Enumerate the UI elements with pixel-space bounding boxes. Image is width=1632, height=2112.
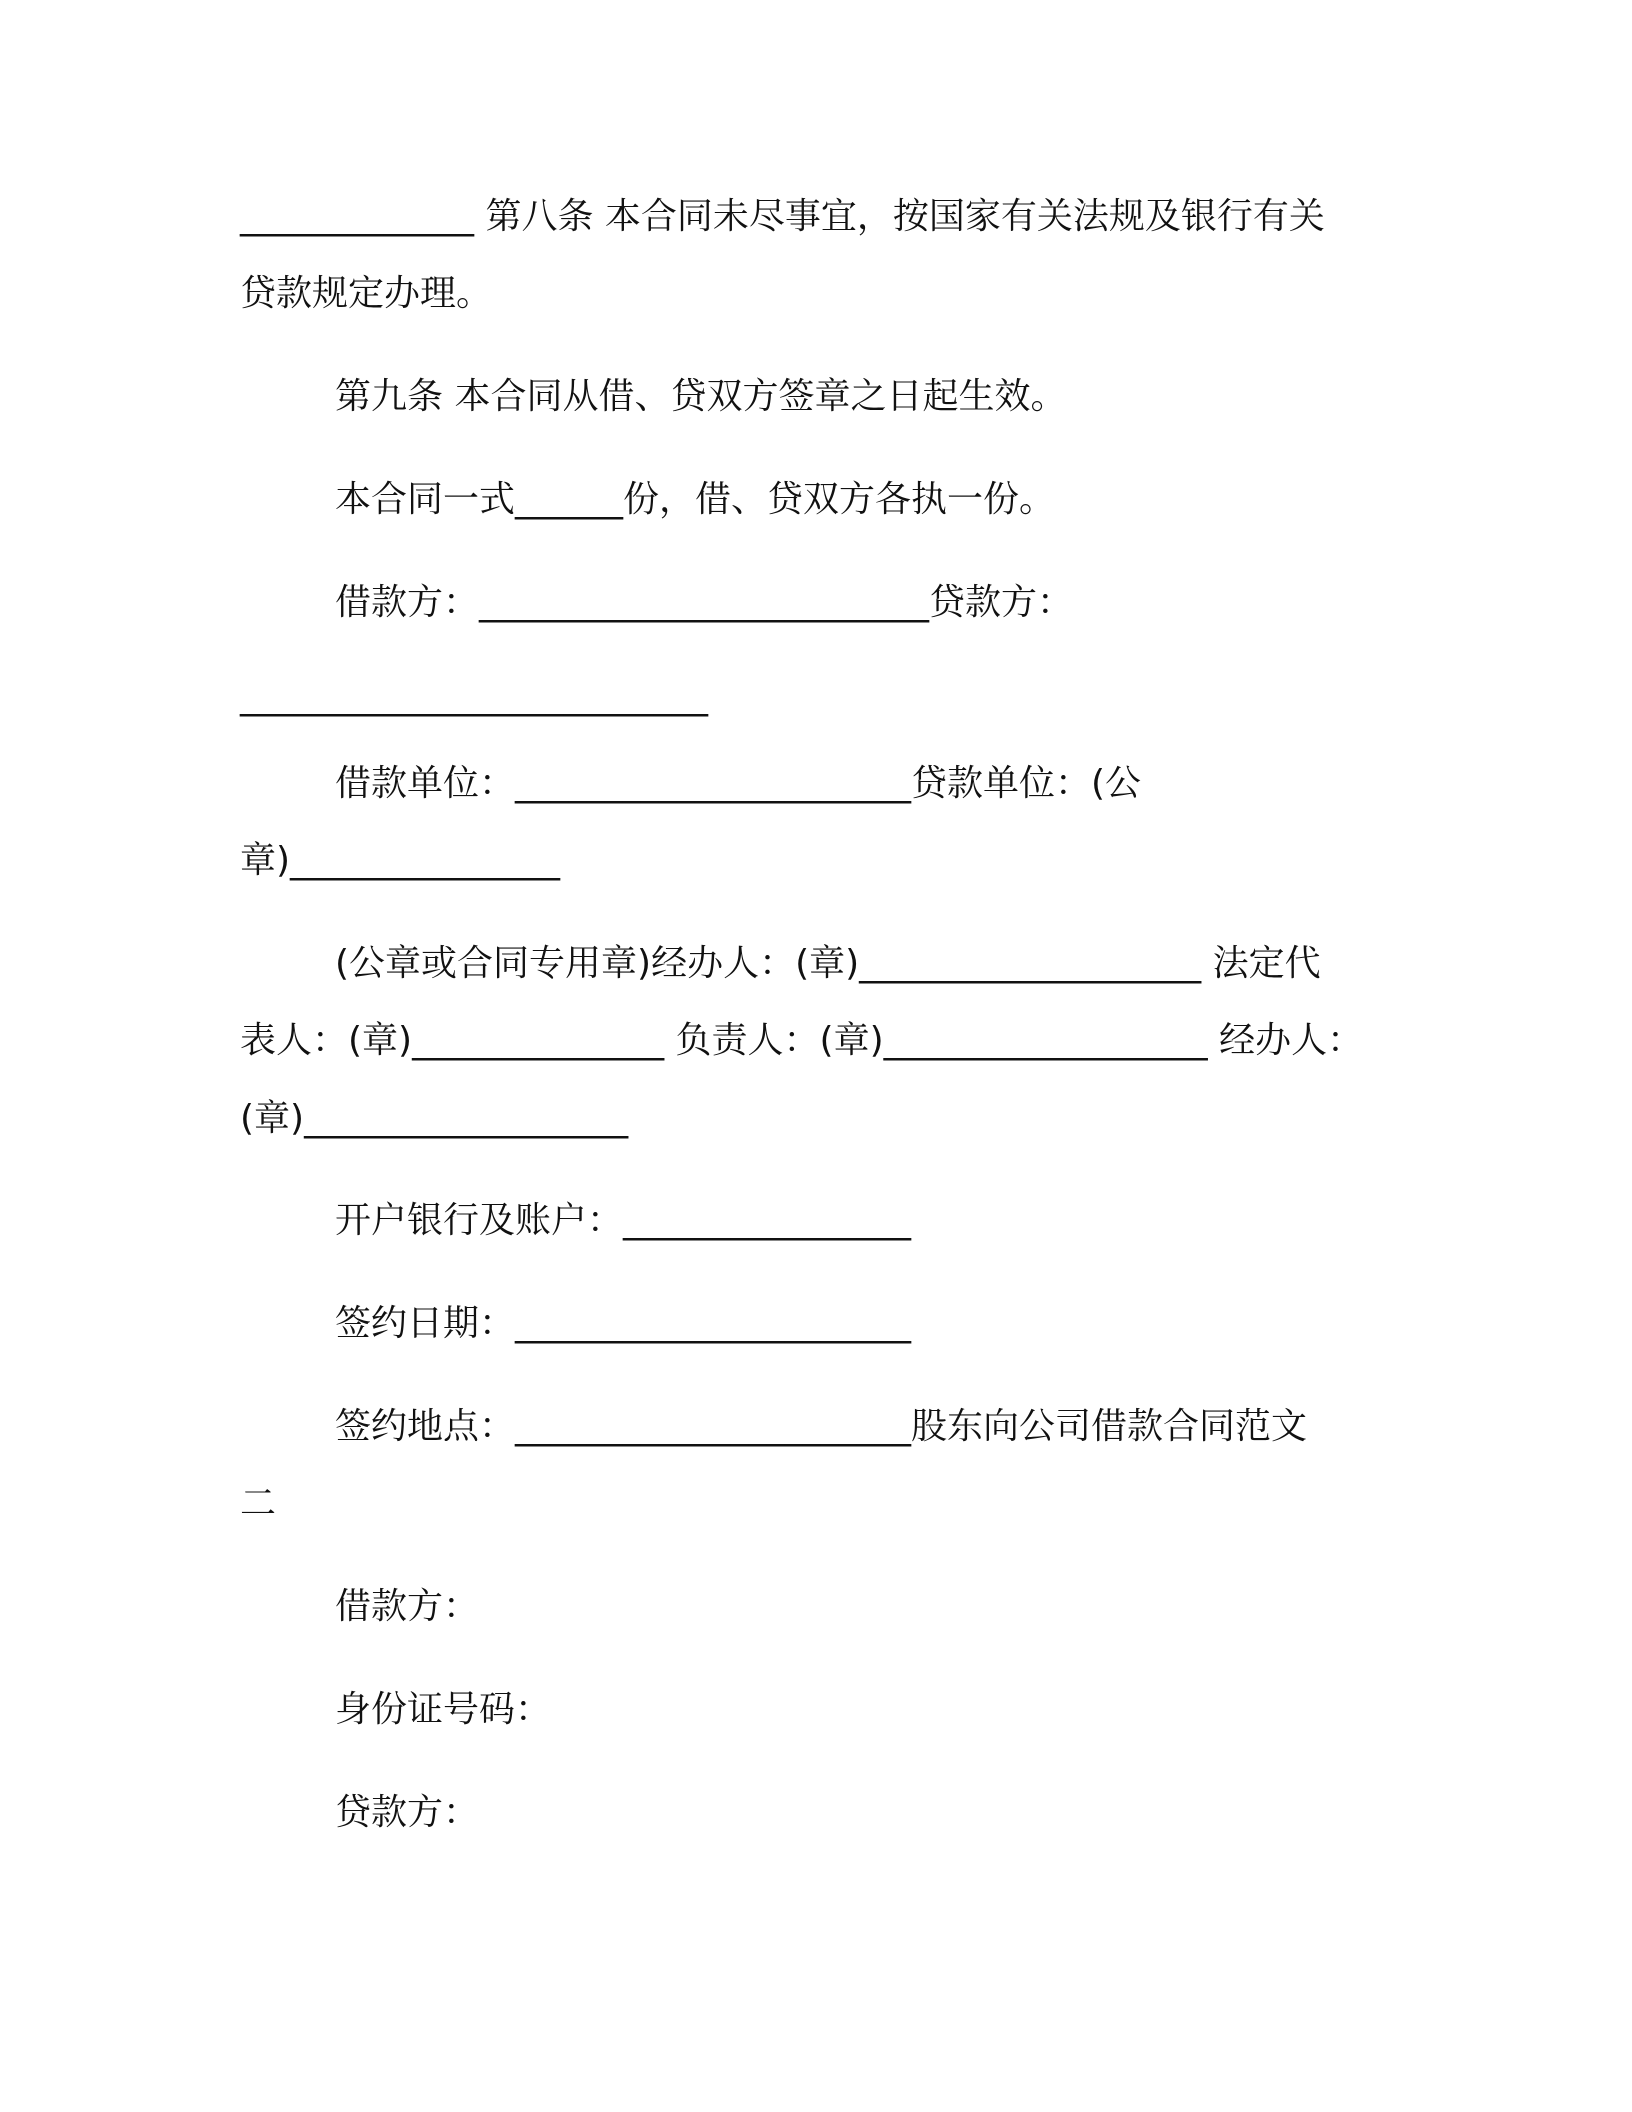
article-8-line-2: 贷款规定办理。 xyxy=(240,273,493,314)
template-two-heading: 二 xyxy=(240,1483,277,1524)
article-8-line-1: _____________ 第八条 本合同未尽事宜，按国家有关法规及银行有关 xyxy=(240,196,1325,237)
signatories-line-1: (公章或合同专用章)经办人：(章)___________________ 法定代 xyxy=(335,943,1321,984)
signatories-line-3: (章)__________________ xyxy=(240,1098,629,1139)
bank-account-line: 开户银行及账户：________________ xyxy=(335,1200,912,1241)
lender-label: 贷款方： xyxy=(335,1792,480,1833)
borrower-label: 借款方： xyxy=(335,1586,480,1627)
borrower-unit-line-2: 章)_______________ xyxy=(240,840,561,881)
id-number-label: 身份证号码： xyxy=(335,1689,552,1730)
signing-date-line: 签约日期：______________________ xyxy=(335,1303,912,1344)
article-9: 第九条 本合同从借、贷双方签章之日起生效。 xyxy=(335,376,1067,417)
copies-clause: 本合同一式______份，借、贷双方各执一份。 xyxy=(335,479,1056,520)
borrower-lender-line-1: 借款方：_________________________贷款方： xyxy=(335,582,1074,623)
signing-place-line: 签约地点：______________________股东向公司借款合同范文 xyxy=(335,1406,1308,1447)
borrower-unit-line-1: 借款单位：______________________贷款单位：(公 xyxy=(335,763,1142,804)
signatories-line-2: 表人：(章)______________ 负责人：(章)__________________ 经办人： xyxy=(240,1020,1364,1061)
borrower-lender-line-2: __________________________ xyxy=(240,676,708,717)
